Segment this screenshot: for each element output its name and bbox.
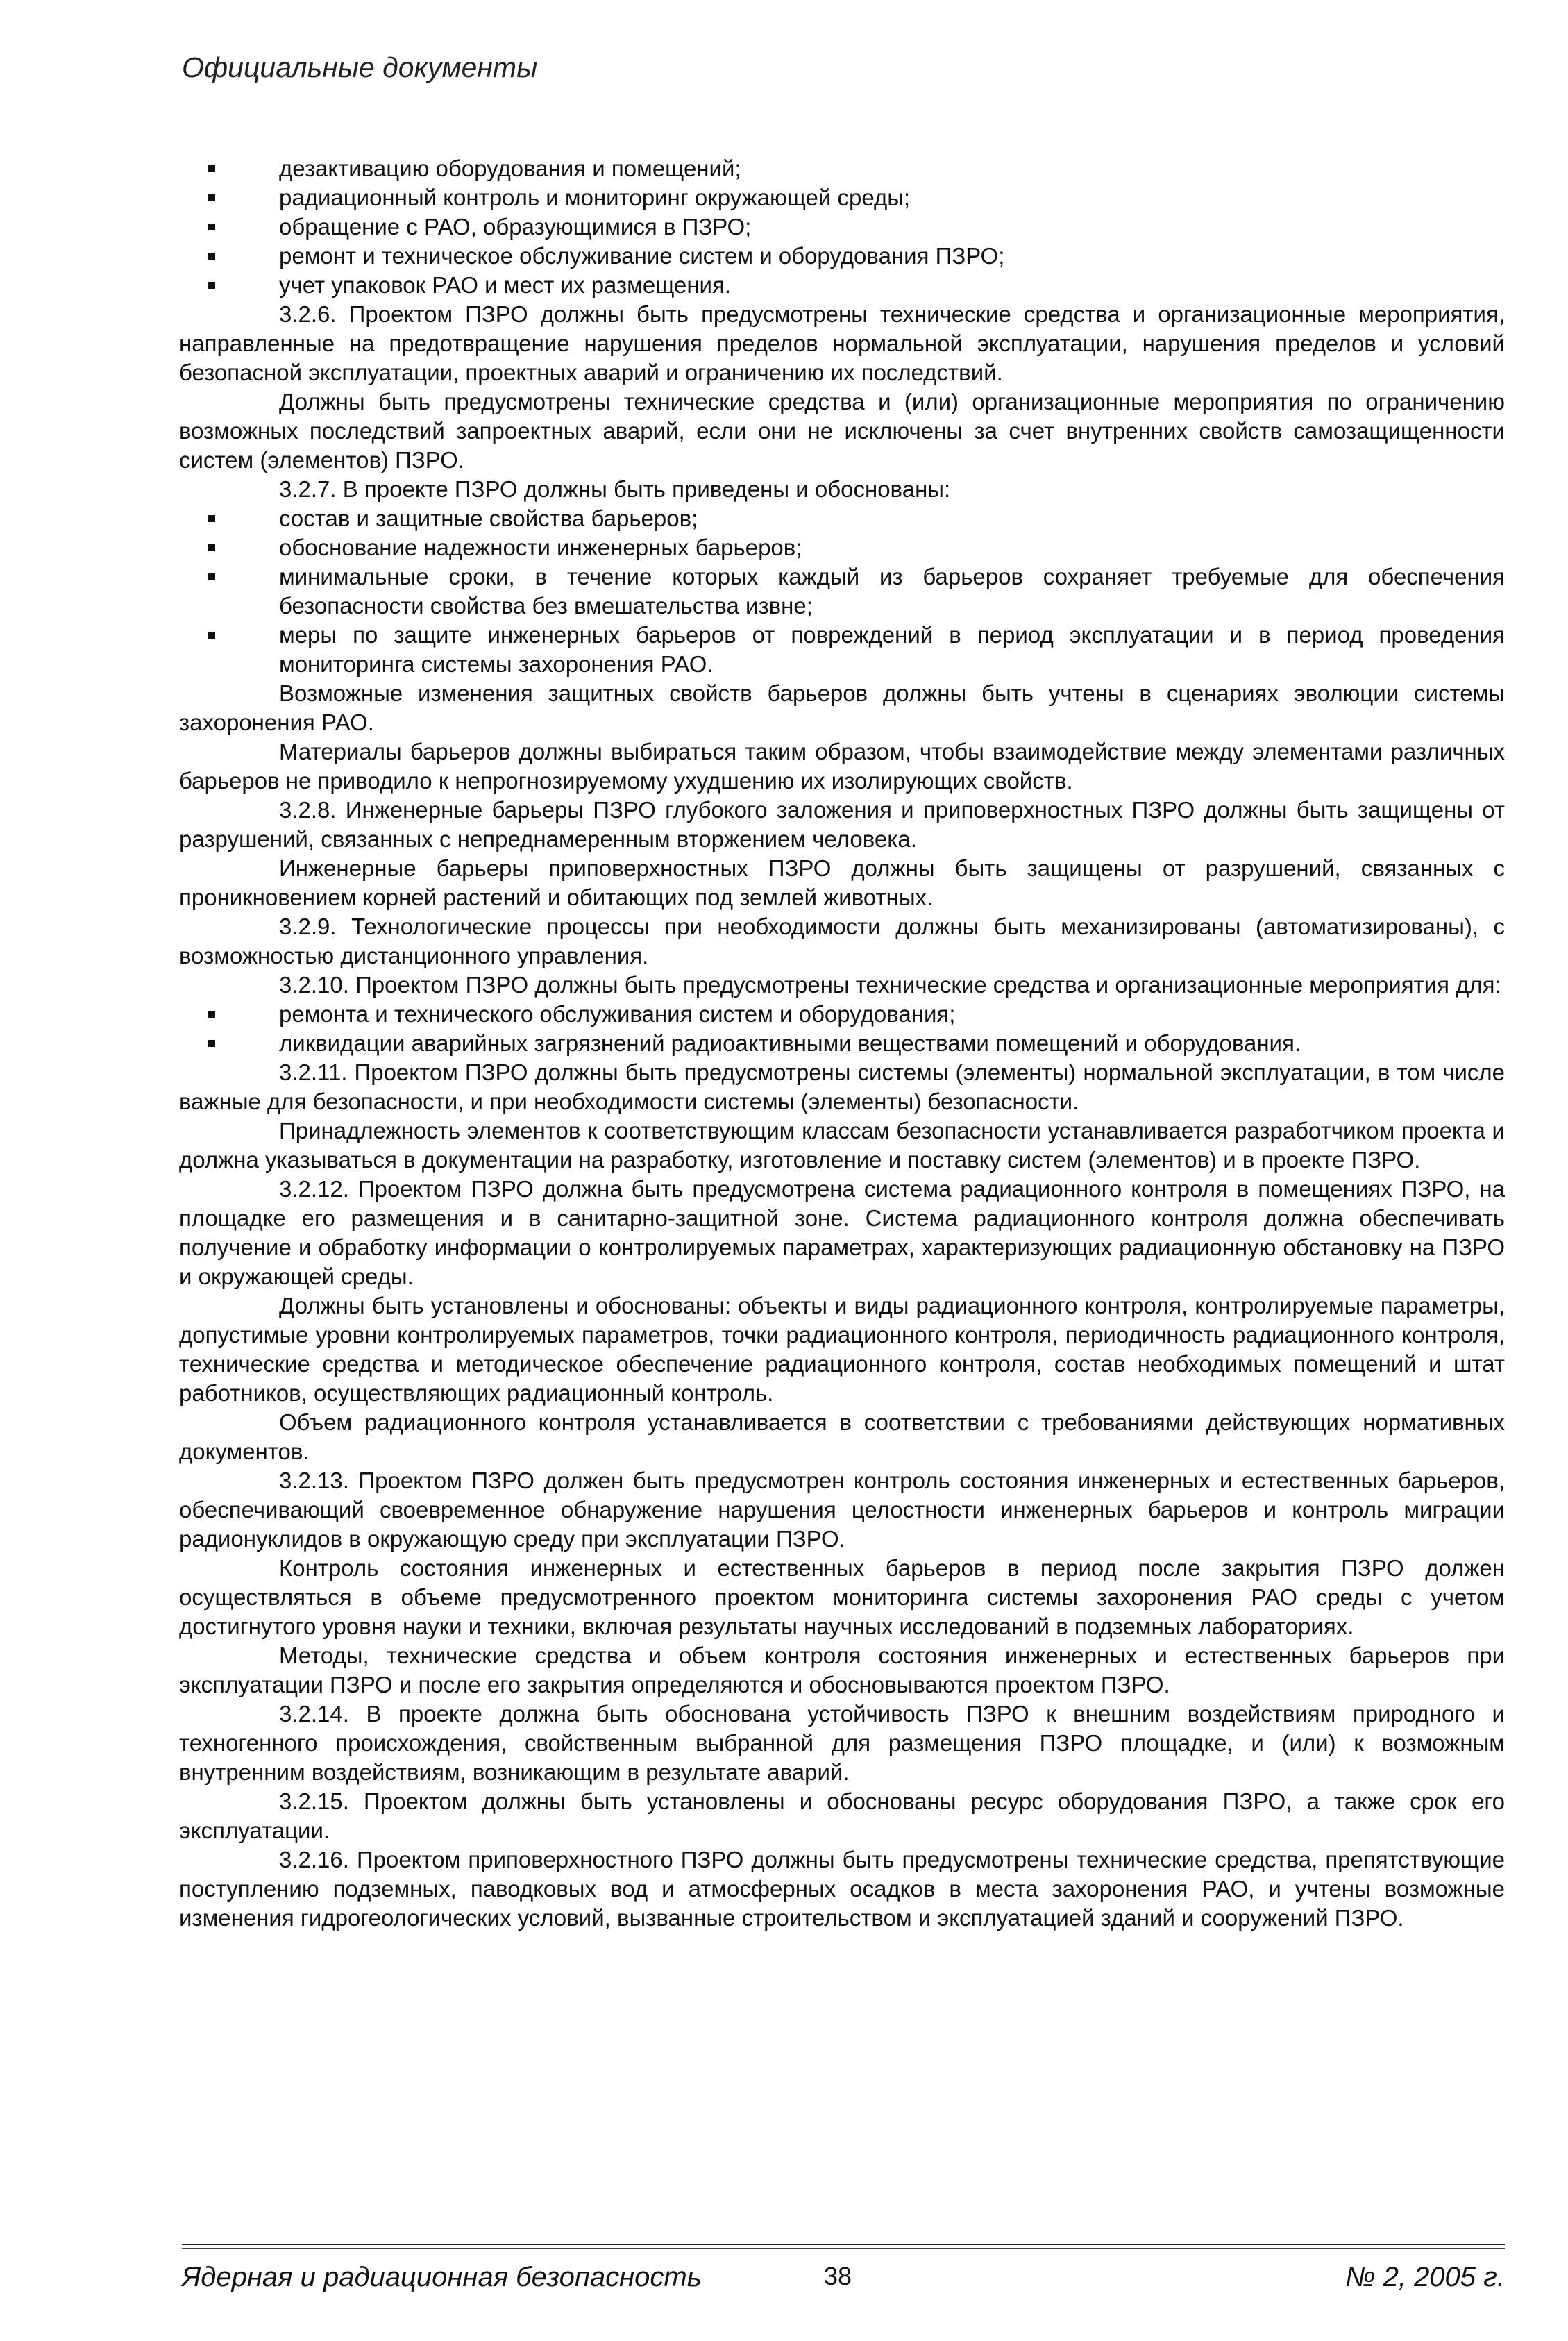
list-item: меры по защите инженерных барьеров от повреждений в период эксплуатации и в период проведения мониторинга системы захоронения РАО. bbox=[279, 621, 1505, 679]
list-item: минимальные сроки, в течение которых каждый из барьеров сохраняет требуемые для обеспечения безопасности свойства без вмешательства извне; bbox=[279, 562, 1505, 621]
footer-divider bbox=[182, 2244, 1505, 2245]
issue-number: № 2, 2005 г. bbox=[1345, 2262, 1505, 2292]
paragraph-3-2-10: 3.2.10. Проектом ПЗРО должны быть предусмотрены технические средства и организационные мероприятия для: bbox=[279, 972, 1501, 998]
paragraph: Возможные изменения защитных свойств барьеров должны быть учтены в сценариях эволюции системы захоронения РАО. bbox=[179, 680, 1505, 735]
list-item: ремонт и техническое обслуживание систем и оборудования ПЗРО; bbox=[279, 242, 1505, 271]
paragraph-3-2-11: 3.2.11. Проектом ПЗРО должны быть предусмотрены системы (элементы) нормальной эксплуатации, в том числе важные для безопасности, и при необходимости системы (элементы) безопасности. bbox=[179, 1059, 1505, 1114]
page-header: Официальные документы bbox=[182, 51, 538, 83]
bullet-list-1 bbox=[179, 154, 1505, 300]
paragraph-3-2-9: 3.2.9. Технологические процессы при необходимости должны быть механизированы (автоматизированы), с возможностью дистанционного управления. bbox=[179, 914, 1505, 968]
list-item: учет упаковок РАО и мест их размещения. bbox=[279, 271, 1505, 300]
paragraph: Материалы барьеров должны выбираться таким образом, чтобы взаимодействие между элементами различных барьеров не приводило к непрогнозируемому ухудшению их изолирующих свойств. bbox=[179, 739, 1505, 794]
page-number: 38 bbox=[824, 2262, 852, 2290]
paragraph: Принадлежность элементов к соответствующим классам безопасности устанавливается разработчиком проекта и должна указываться в документации на разработку, изготовление и поставку систем (элементов) и в проекте ПЗРО. bbox=[179, 1118, 1505, 1173]
list-item: ремонта и технического обслуживания систем и оборудования; bbox=[279, 1000, 1505, 1029]
paragraph-3-2-6: 3.2.6. Проектом ПЗРО должны быть предусмотрены технические средства и организационные мероприятия, направленные на предотвращение нарушения пределов нормальной эксплуатации, нарушения пределов и условий безопасной эксплуатации, проектных аварий и ограничению их последствий. bbox=[179, 301, 1505, 385]
document-body bbox=[179, 154, 1505, 1933]
paragraph-3-2-14: 3.2.14. В проекте должна быть обоснована устойчивость ПЗРО к внешним воздействиям природного и техногенного происхождения, свойственным выбранной для размещения ПЗРО площадке, и (или) к возможным внутренним воздействиям, возникающим в результате аварий. bbox=[179, 1701, 1505, 1785]
paragraph-3-2-16: 3.2.16. Проектом приповерхностного ПЗРО должны быть предусмотрены технические средства, препятствующие поступлению подземных, паводковых вод и атмосферных осадков в места захоронения РАО, и учтены возможные изменения гидрогеологических условий, вызванные строительством и эксплуатацией зданий и сооружений ПЗРО. bbox=[179, 1847, 1505, 1931]
list-item: состав и защитные свойства барьеров; bbox=[279, 504, 1505, 533]
list-item: ликвидации аварийных загрязнений радиоактивными веществами помещений и оборудования. bbox=[279, 1029, 1505, 1058]
paragraph-3-2-12: 3.2.12. Проектом ПЗРО должна быть предусмотрена система радиационного контроля в помещениях ПЗРО, на площадке его размещения и в санитарно-защитной зоне. Система радиационного контроля должна обеспечивать получение и обработку информации о контролируемых параметрах, характеризующих радиационную обстановку на ПЗРО и окружающей среды. bbox=[179, 1176, 1505, 1289]
paragraph: Должны быть установлены и обоснованы: объекты и виды радиационного контроля, контролируемые параметры, допустимые уровни контролируемых параметров, точки радиационного контроля, периодичность радиационного контроля, технические средства и методическое обеспечение радиационного контроля, состав необходимых помещений и штат работников, осуществляющих радиационный контроль. bbox=[179, 1293, 1505, 1406]
list-item: обоснование надежности инженерных барьеров; bbox=[279, 533, 1505, 562]
journal-title: Ядерная и радиационная безопасность bbox=[182, 2262, 702, 2292]
page-footer bbox=[182, 2262, 1505, 2304]
paragraph-3-2-7: 3.2.7. В проекте ПЗРО должны быть приведены и обоснованы: bbox=[279, 476, 951, 502]
paragraph: Объем радиационного контроля устанавливается в соответствии с требованиями действующих нормативных документов. bbox=[179, 1409, 1505, 1464]
list-item: радиационный контроль и мониторинг окружающей среды; bbox=[279, 183, 1505, 212]
paragraph-3-2-13: 3.2.13. Проектом ПЗРО должен быть предусмотрен контроль состояния инженерных и естественных барьеров, обеспечивающий своевременное обнаружение нарушения целостности инженерных барьеров и контроль миграции радионуклидов в окружающую среду при эксплуатации ПЗРО. bbox=[179, 1468, 1505, 1552]
list-item: обращение с РАО, образующимися в ПЗРО; bbox=[279, 212, 1505, 242]
paragraph: Должны быть предусмотрены технические средства и (или) организационные мероприятия по ограничению возможных последствий запроектных аварий, если они не исключены за счет внутренних свойств самозащищенности систем (элементов) ПЗРО. bbox=[179, 389, 1505, 473]
paragraph-3-2-15: 3.2.15. Проектом должны быть установлены и обоснованы ресурс оборудования ПЗРО, а также срок его эксплуатации. bbox=[179, 1788, 1505, 1843]
paragraph: Контроль состояния инженерных и естественных барьеров в период после закрытия ПЗРО должен осуществляться в объеме предусмотренного проектом мониторинга системы захоронения РАО среды с учетом достигнутого уровня науки и техники, включая результаты научных исследований в подземных лабораториях. bbox=[179, 1555, 1505, 1639]
bullet-list-3 bbox=[179, 1000, 1505, 1058]
paragraph-3-2-8: 3.2.8. Инженерные барьеры ПЗРО глубокого заложения и приповерхностных ПЗРО должны быть защищены от разрушений, связанных с непреднамеренным вторжением человека. bbox=[179, 797, 1505, 852]
list-item: дезактивацию оборудования и помещений; bbox=[279, 154, 1505, 183]
footer-divider bbox=[182, 2248, 1505, 2249]
paragraph: Методы, технические средства и объем контроля состояния инженерных и естественных барьеров при эксплуатации ПЗРО и после его закрытия определяются и обосновываются проектом ПЗРО. bbox=[179, 1643, 1505, 1697]
bullet-list-2 bbox=[179, 504, 1505, 679]
paragraph: Инженерные барьеры приповерхностных ПЗРО должны быть защищены от разрушений, связанных с проникновением корней растений и обитающих под землей животных. bbox=[179, 855, 1505, 910]
